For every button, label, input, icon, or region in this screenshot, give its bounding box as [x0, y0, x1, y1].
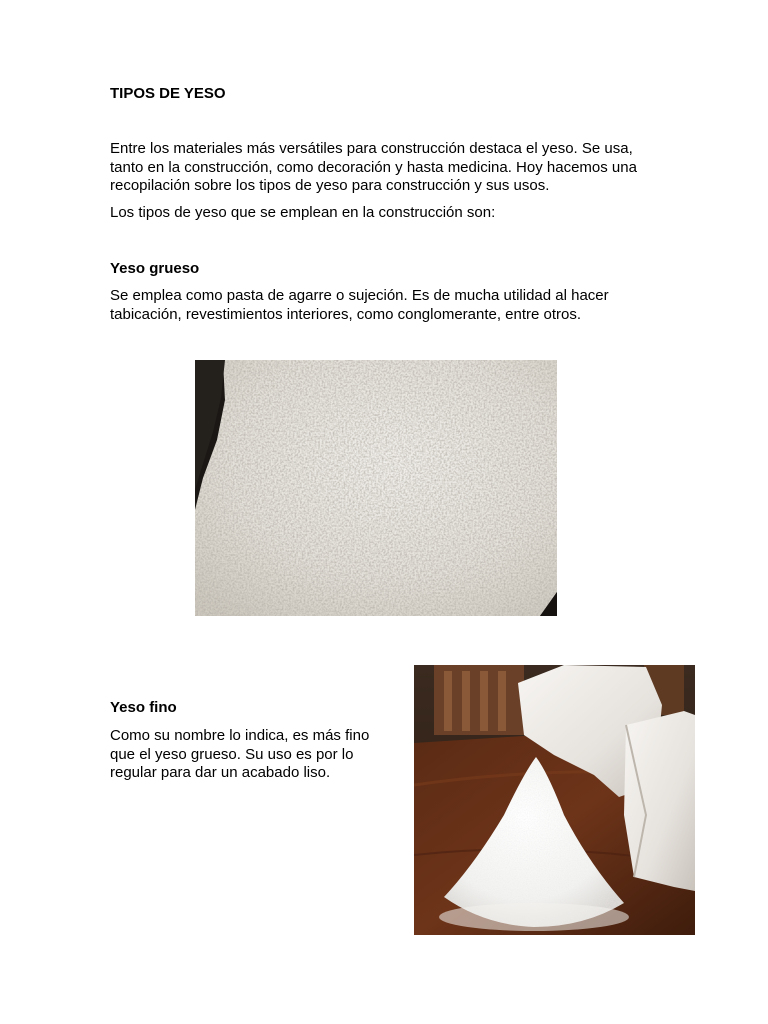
section-heading-yeso-fino: Yeso fino [110, 699, 177, 716]
section-heading-yeso-grueso: Yeso grueso [110, 260, 200, 277]
intro-paragraph: Entre los materiales más versátiles para construcción destaca el yeso. Se usa, tanto en la construcción, como decoración y hasta medicina. Hoy hacemos una recopilación sobre los tipos de yeso para construcción y sus usos. [110, 140, 637, 194]
types-intro-paragraph: Los tipos de yeso que se emplean en la construcción son: [110, 204, 496, 221]
document-title: TIPOS DE YESO [110, 85, 226, 102]
fine-gypsum-photo [414, 665, 695, 935]
section-text-yeso-grueso: Se emplea como pasta de agarre o sujeción. Es de mucha utilidad al hacer tabicación, revestimientos interiores, como conglomerante, entre otros. [110, 287, 609, 323]
coarse-gypsum-photo [195, 360, 557, 616]
section-text-yeso-fino: Como su nombre lo indica, es más fino que el yeso grueso. Su uso es por lo regular para dar un acabado liso. [110, 727, 370, 781]
